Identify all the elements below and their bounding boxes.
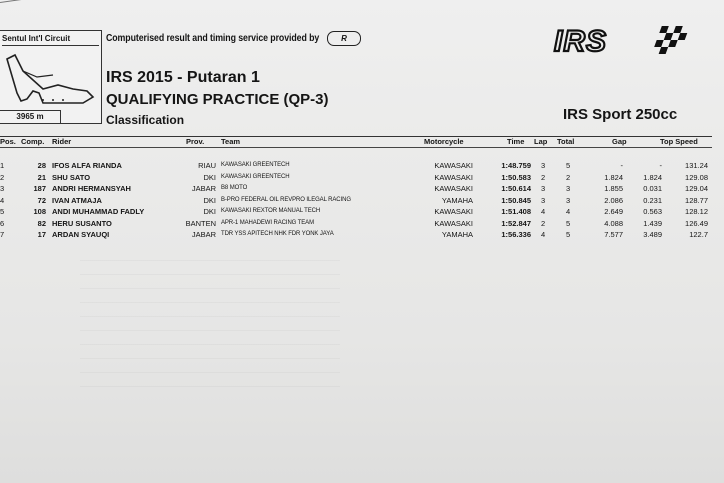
row-gap-first: 2.086 — [604, 195, 623, 205]
row-top-speed: 129.08 — [685, 172, 708, 182]
row-gap-prev: 0.563 — [643, 207, 662, 216]
row-motorcycle: YAMAHA — [441, 230, 473, 239]
row-rider: HERU SUSANTO — [52, 218, 112, 228]
row-top-speed: 122.7 — [689, 230, 708, 239]
subtitle: Classification — [106, 113, 185, 127]
row-team: TDR YSS APITECH NHK FDR YONK JAYA — [221, 231, 334, 237]
row-gap-first: 2.649 — [604, 207, 623, 216]
row-time: 1:50.614 — [501, 184, 531, 193]
row-lap: 2 — [541, 172, 546, 182]
row-total: 4 — [566, 207, 571, 216]
col-gap: Gap — [612, 137, 627, 146]
row-motorcycle: KAWASAKI — [434, 207, 473, 216]
row-top-speed: 128.77 — [685, 195, 708, 205]
row-pos: 3 — [0, 184, 5, 193]
row-gap-prev: 1.824 — [643, 172, 662, 182]
row-top-speed: 128.12 — [685, 207, 708, 216]
row-comp: 187 — [33, 184, 46, 193]
circuit-map-icon — [3, 45, 97, 107]
row-rider: ANDRI HERMANSYAH — [52, 184, 131, 193]
row-gap-first: 1.824 — [604, 172, 623, 182]
row-motorcycle: YAMAHA — [441, 195, 473, 205]
row-motorcycle: KAWASAKI — [434, 218, 473, 228]
row-team: B-PRO FEDERAL OIL REVPRO ILEGAL RACING — [221, 196, 351, 203]
row-lap: 3 — [541, 195, 546, 205]
col-motorcycle: Motorcycle — [424, 137, 464, 146]
circuit-box — [0, 30, 102, 124]
row-pos: 6 — [0, 218, 5, 228]
row-gap-first: - — [620, 161, 623, 170]
col-lap: Lap — [534, 137, 548, 146]
table-row — [0, 230, 712, 241]
row-gap-first: 4.088 — [604, 218, 623, 228]
row-rider: ANDI MUHAMMAD FADLY — [52, 207, 145, 216]
row-prov: RIAU — [198, 161, 216, 170]
row-time: 1:56.336 — [501, 230, 531, 239]
col-pos: Pos. — [0, 137, 16, 146]
row-comp: 17 — [37, 230, 46, 239]
timing-provider-logo: R — [327, 31, 361, 46]
column-rule — [0, 147, 712, 148]
row-top-speed: 126.49 — [685, 218, 708, 228]
circuit-length: 3965 m — [0, 110, 61, 123]
table-row — [0, 173, 712, 184]
row-lap: 4 — [541, 207, 546, 216]
row-time: 1:52.847 — [501, 218, 531, 228]
row-gap-prev: 1.439 — [643, 218, 662, 228]
row-prov: JABAR — [191, 184, 216, 193]
row-pos: 7 — [0, 230, 5, 239]
col-total: Total — [557, 137, 575, 146]
row-comp: 28 — [37, 161, 46, 170]
col-rider: Rider — [52, 137, 72, 146]
row-top-speed: 129.04 — [685, 184, 708, 193]
irs-logo-text: IRS — [554, 25, 608, 58]
row-lap: 3 — [541, 161, 546, 170]
row-gap-first: 1.855 — [604, 184, 623, 193]
event-title: IRS 2015 - Putaran 1 — [106, 69, 260, 86]
row-lap: 3 — [541, 184, 546, 193]
row-gap-prev: 0.231 — [643, 195, 662, 205]
row-comp: 72 — [37, 195, 46, 205]
row-time: 1:50.583 — [501, 172, 531, 182]
row-total: 5 — [566, 230, 571, 239]
row-team: KAWASAKI REXTOR MANUAL TECH — [221, 208, 321, 214]
row-gap-first: 7.577 — [604, 230, 623, 239]
irs-logo — [548, 20, 698, 60]
row-time: 1:48.759 — [501, 161, 531, 170]
row-top-speed: 131.24 — [685, 161, 708, 170]
service-text: Computerised result and timing service provided by — [106, 33, 320, 44]
row-team: KAWASAKI GREENTECH — [221, 162, 290, 168]
col-prov: Prov. — [186, 137, 205, 146]
row-motorcycle: KAWASAKI — [434, 172, 473, 182]
row-rider: SHU SATO — [52, 172, 91, 182]
table-row — [0, 161, 712, 172]
row-team: B8 MOTO — [221, 185, 248, 191]
table-row — [0, 196, 712, 207]
row-lap: 4 — [541, 230, 546, 239]
table-row — [0, 219, 712, 230]
row-pos: 2 — [0, 172, 5, 182]
table-row — [0, 184, 712, 195]
row-time: 1:50.845 — [501, 195, 531, 205]
row-pos: 5 — [0, 207, 5, 216]
class-name: IRS Sport 250cc — [563, 106, 678, 123]
row-gap-prev: - — [659, 161, 662, 170]
table-row — [0, 207, 712, 218]
row-motorcycle: KAWASAKI — [434, 184, 473, 193]
row-total: 2 — [566, 172, 571, 182]
row-time: 1:51.408 — [501, 207, 531, 216]
row-pos: 1 — [0, 161, 5, 170]
row-prov: JABAR — [191, 230, 216, 239]
session-title: QUALIFYING PRACTICE (QP-3) — [106, 91, 329, 108]
row-gap-prev: 0.031 — [643, 184, 662, 193]
row-team: APR-1 MAHADEWI RACING TEAM — [221, 219, 314, 226]
row-prov: DKI — [203, 195, 216, 205]
row-total: 5 — [566, 161, 571, 170]
row-prov: DKI — [203, 172, 216, 182]
row-total: 5 — [566, 218, 571, 228]
row-prov: BANTEN — [185, 218, 216, 228]
row-rider: IFOS ALFA RIANDA — [52, 161, 122, 170]
row-motorcycle: KAWASAKI — [434, 161, 473, 170]
header-rule — [0, 136, 712, 137]
bleed-through — [80, 260, 340, 400]
row-comp: 82 — [37, 218, 46, 228]
col-comp: Comp. — [21, 137, 45, 146]
col-time: Time — [507, 137, 525, 146]
row-rider: ARDAN SYAUQI — [52, 230, 110, 239]
row-comp: 108 — [33, 207, 46, 216]
row-total: 3 — [566, 195, 571, 205]
row-lap: 2 — [541, 218, 546, 228]
col-team: Team — [221, 137, 241, 146]
row-comp: 21 — [37, 172, 46, 182]
row-team: KAWASAKI GREENTECH — [221, 173, 290, 180]
row-total: 3 — [566, 184, 571, 193]
row-rider: IVAN ATMAJA — [52, 195, 102, 205]
edge-mark — [0, 0, 40, 3]
row-pos: 4 — [0, 195, 5, 205]
col-top-speed: Top Speed — [660, 137, 698, 146]
circuit-name: Sentul Int'l Circuit — [2, 34, 99, 46]
row-gap-prev: 3.489 — [643, 230, 662, 239]
row-prov: DKI — [203, 207, 216, 216]
